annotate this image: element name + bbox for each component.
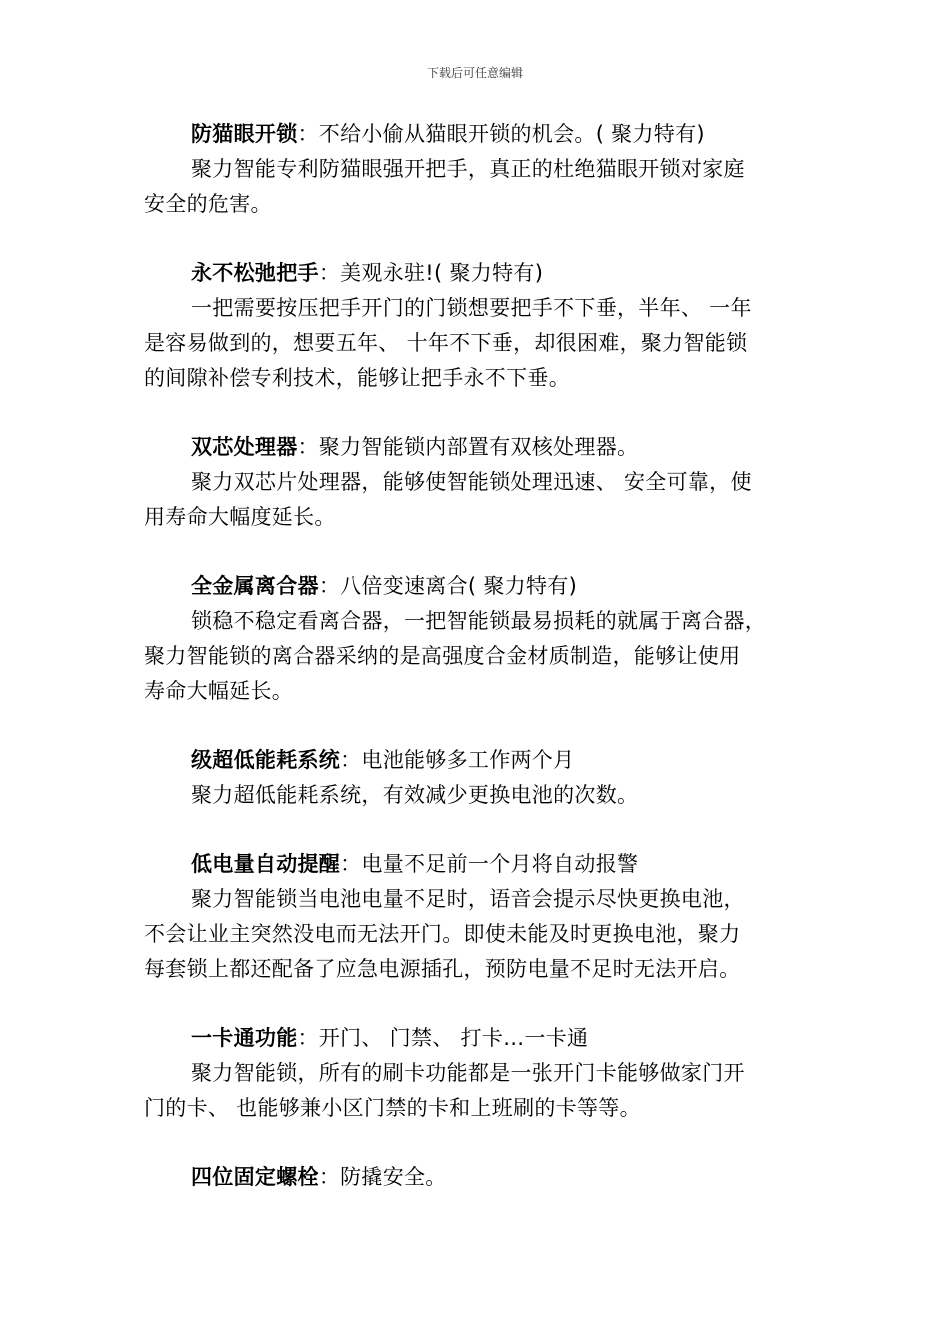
section-subtitle: ：电量不足前一个月将自动报警 <box>340 852 639 876</box>
section-title: 全金属离合器 <box>191 574 319 598</box>
paragraph-line: 聚力智能锁，所有的刷卡功能都是一张开门卡能够做家门开 <box>191 1061 745 1085</box>
section-battery-alert <box>144 847 808 987</box>
section-subtitle: ：八倍变速离合( 聚力特有) <box>318 574 578 598</box>
section-subtitle: ：不给小偷从猫眼开锁的机会。( 聚力特有) <box>297 122 705 146</box>
section-title: 永不松弛把手 <box>191 261 319 285</box>
paragraph-line: 每套锁上都还配备了应急电源插孔，预防电量不足时无法开启。 <box>144 957 741 981</box>
section-title: 一卡通功能 <box>191 1026 298 1050</box>
section-heading <box>144 1160 808 1195</box>
paragraph-line: 聚力双芯片处理器，能够使智能锁处理迅速、 安全可靠，使 <box>191 470 752 494</box>
paragraph-line: 一把需要按压把手开门的门锁想要把手不下垂，半年、 一年 <box>191 296 752 320</box>
section-heading <box>144 256 808 291</box>
section-title: 低电量自动提醒 <box>191 852 341 876</box>
paragraph-line: 不会让业主突然没电而无法开门。即使未能及时更换电池，聚力 <box>144 922 741 946</box>
section-subtitle: ：电池能够多工作两个月 <box>340 748 575 772</box>
paragraph-line: 聚力智能锁当电池电量不足时，语音会提示尽快更换电池， <box>191 887 745 911</box>
section-heading <box>144 1021 808 1056</box>
paragraph-line: 门的卡、 也能够兼小区门禁的卡和上班刷的卡等等。 <box>144 1096 641 1120</box>
paragraph-line: 的间隙补偿专利技术，能够让把手永不下垂。 <box>144 366 570 390</box>
paragraph-line: 安全的危害。 <box>144 192 272 216</box>
section-clutch <box>144 569 808 709</box>
section-bolts <box>144 1160 808 1195</box>
section-heading <box>144 569 808 604</box>
section-subtitle: ：聚力智能锁内部置有双核处理器。 <box>297 435 639 459</box>
paragraph-line: 锁稳不稳定看离合器，一把智能锁最易损耗的就属于离合器， <box>191 609 767 633</box>
paragraph-line: 聚力超低能耗系统，有效减少更换电池的次数。 <box>191 783 639 807</box>
section-handle <box>144 256 808 396</box>
section-heading <box>144 743 808 778</box>
section-low-power <box>144 743 808 813</box>
section-subtitle: ：美观永驻!( 聚力特有) <box>318 261 544 285</box>
page-header: 下载后可任意编辑 <box>426 66 523 80</box>
paragraph-line: 聚力智能锁的离合器采纳的是高强度合金材质制造，能够让使用 <box>144 644 741 668</box>
section-title: 双芯处理器 <box>191 435 298 459</box>
paragraph-line: 寿命大幅延长。 <box>144 679 294 703</box>
section-title: 四位固定螺栓 <box>191 1165 319 1189</box>
section-subtitle: ：开门、 门禁、 打卡…一卡通 <box>297 1026 589 1050</box>
paragraph-line: 是容易做到的，想要五年、 十年不下垂，却很困难，聚力智能锁 <box>144 331 748 355</box>
section-title: 防猫眼开锁 <box>191 122 298 146</box>
document-body <box>144 117 808 1229</box>
section-heading <box>144 430 808 465</box>
section-heading <box>144 847 808 882</box>
section-one-card <box>144 1021 808 1126</box>
section-subtitle: ：防撬安全。 <box>318 1165 447 1189</box>
paragraph-line: 聚力智能专利防猫眼强开把手，真正的杜绝猫眼开锁对家庭 <box>191 157 745 181</box>
section-heading <box>144 117 808 152</box>
section-anti-peephole <box>144 117 808 222</box>
section-dual-processor <box>144 430 808 535</box>
section-title: 级超低能耗系统 <box>191 748 341 772</box>
paragraph-line: 用寿命大幅度延长。 <box>144 505 336 529</box>
